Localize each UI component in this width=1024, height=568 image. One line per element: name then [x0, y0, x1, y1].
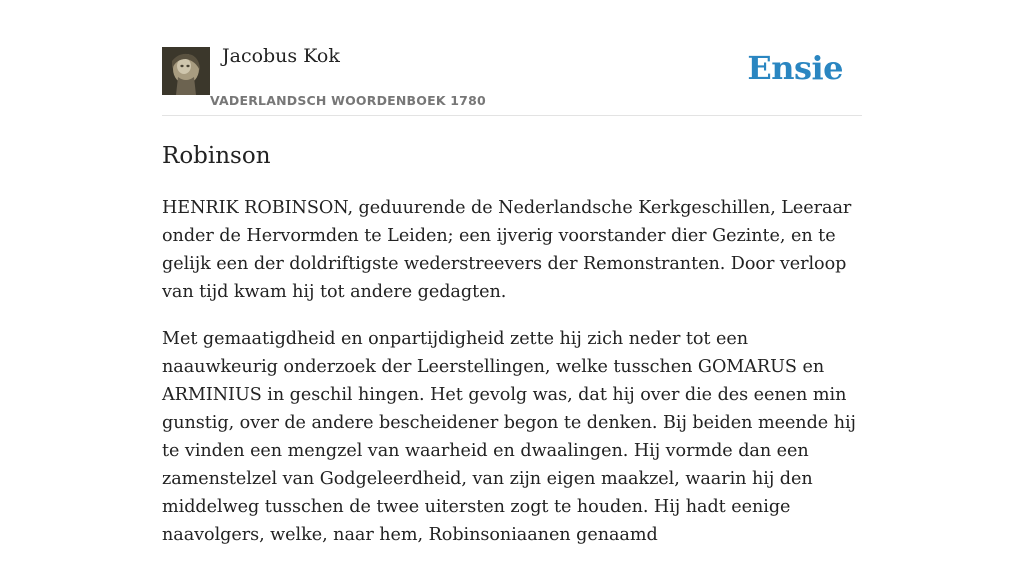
article-paragraph: HENRIK ROBINSON, geduurende de Nederlandsche Kerkgeschillen, Leeraar onder de Hervormden te Leiden; een ijverig voorstander dier Gezinte, en te gelijk een der doldriftigste wederstreevers der Remonstranten. Door verloop van tijd kwam hij tot andere gedagten.: [162, 198, 852, 302]
article-body: [162, 194, 862, 549]
author-name[interactable]: Jacobus Kok: [222, 45, 340, 67]
article-title: Robinson: [162, 143, 271, 169]
brand-logo[interactable]: Ensie: [747, 49, 843, 87]
source-label[interactable]: VADERLANDSCH WOORDENBOEK 1780: [210, 93, 486, 108]
portrait-icon: [162, 47, 210, 95]
portrait-avatar-icon[interactable]: [162, 47, 210, 95]
article-container: [162, 0, 862, 568]
article-header: [162, 0, 862, 116]
article-paragraph: Met gemaatigdheid en onpartijdigheid zette hij zich neder tot een naauwkeurig onderzoek der Leerstellingen, welke tusschen GOMARUS en ARMINIUS in geschil hingen. Het gevolg was, dat hij over die des eenen min gunstig, over de andere bescheidener begon te denken. Bij beiden meende hij te vinden een mengzel van waarheid en dwaalingen. Hij vormde dan een zamenstelzel van Godgeleerdheid, van zijn eigen maakzel, waarin hij den middelweg tusschen de twee uitersten zogt te houden. Hij hadt eenige naavolgers, welke, naar hem, Robinsoniaanen genaamd: [162, 329, 856, 545]
